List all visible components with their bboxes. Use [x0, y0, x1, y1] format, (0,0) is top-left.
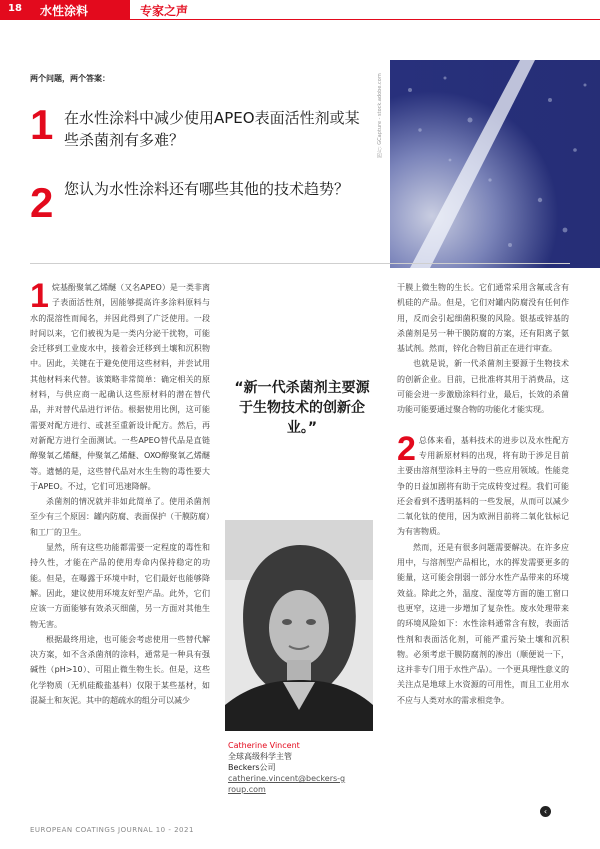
author-email-link[interactable]: catherine.vincent@beckers-group.com [228, 774, 346, 794]
question-2-number: 2 [30, 179, 54, 226]
paragraph-8: 然而，还是有很多问题需要解决。在许多应用中，与溶剂型产品相比，水的挥发需要更多的能量，这可能会削弱一部分水性产品带来的环境效益。除此之外，温度、湿度等方面的施工窗口也更窄，这进一步增加了复杂性。废水处理带来的环境风险如下：水性涂料通常含有胺，表面活性剂和表面活化剂，可能严重污染土壤和沉积物。必须考虑干膜防腐剂的渗出（顺便说一下，这并非专门用于水性产品）。一个更具理性意义的关注点是地球上水资源的可用性，而且工业用水不应与人类对水的需求相竞争。 [397, 542, 569, 705]
author-name: Catherine Vincent [228, 741, 300, 750]
paragraph-6: 也就是说，新一代杀菌剂主要源于生物技术的创新企业。目前，已批准将其用于消费品，这可能会进一步激励涂料行业，最后，长效的杀菌功能可能要通过聚合物的功能化才能实现。 [397, 359, 569, 415]
drop-cap-1: 1 [30, 277, 49, 315]
header-rule [130, 19, 600, 20]
author-title: 全球高级科学主管 [228, 752, 292, 761]
end-arrow-icon: ‹ [540, 806, 551, 817]
paragraph-5: 干膜上微生物的生长。它们通常采用含氟或含有机硅的产品。但是，它们对罐内防腐没有任何作用，反而会引起细菌积聚的风险。银基或锌基的杀菌剂是另一种干膜防腐的方案，还有阳离子氨基试剂。然而，锌化合物目前正在进行审查。 [397, 283, 569, 354]
paragraph-1-text: 烷基酚聚氧乙烯醚（又名APEO）是一类非离子表面活性剂，因能够提高许多涂料原料与水的混溶性而闻名，并因此得到了广泛使用。一段时间以来，它们被视为是一类内分泌干扰物，可能会迁移到工业废水中，接着会迁移到土壤和沉积物中。因此，关键在于避免使用这些材料，并尝试用其他材料来代替。该策略非常简单：确定相关的原材料，与供应商一起确认这些原材料的潜在替代品，并对替代品进行评估。根据使用比例，这可能需要对配方进行、或甚至重新设计配方。然后，再对新配方进行全面测试。一些APEO替代品是直链醇聚氧乙烯醚，仲聚氧乙烯醚、OXO醇聚氧乙烯醚等。遗憾的是，这些替代品对水生生物的毒性要大于APEO。不过，它们可迅速降解。 [30, 283, 210, 491]
author-company: Beckers公司 [228, 763, 276, 772]
question-2-text: 您认为水性涂料还有哪些其他的技术趋势？ [64, 180, 350, 198]
paragraph-4: 根据最终用途，也可能会考虑使用一些替代解决方案，如不含杀菌剂的涂料，通常是一种具有强碱性（pH>10）、可阻止微生物生长。但是，这些化学物质（无机硅酸盐基料）仅限于某些基材，如混凝土和灰泥。其中的超疏水的组分可以减少 [30, 634, 210, 706]
question-1-text: 在水性涂料中减少使用APEO表面活性剂或某些杀菌剂有多难？ [64, 109, 360, 149]
section-divider [30, 263, 570, 264]
paragraph-2: 杀菌剂的情况就并非如此简单了。使用杀菌剂至少有三个原因：罐内防腐、表面保护（干膜防腐）和工厂的卫生。 [30, 497, 210, 537]
photo-credit: 图片: GCapture - stock.adobe.com [377, 73, 383, 158]
author-bio [228, 740, 348, 795]
question-1-number: 1 [30, 101, 54, 148]
paragraph-1 [30, 277, 210, 494]
journal-footer: EUROPEAN COATINGS JOURNAL 10 - 2021 [30, 826, 194, 834]
paragraph-7-text: 总体来看，基料技术的进步以及水性配方专用新原材料的出现，将有助于涉足目前主要由溶剂型涂料主导的一些应用领域。性能竞争的日益加剧将有助于完成转变过程。我们可能还会看到不透明基料的一些发展，从而可以减少二氧化钛的使用，因为欧洲目前将二氧化钛标记为有害物质。 [397, 435, 569, 537]
page-header [0, 0, 600, 20]
article-column-3 [397, 280, 569, 708]
drop-cap-2: 2 [397, 429, 416, 468]
article-column-1 [30, 277, 210, 708]
author-portrait [225, 520, 373, 731]
paragraph-7 [397, 429, 569, 540]
water-droplets-photo [390, 60, 600, 268]
section-title: 水性涂料 [40, 4, 89, 18]
rubric-title: 专家之声 [140, 4, 189, 18]
pull-quote: “新一代杀菌剂主要源于生物技术的创新企业。” [234, 380, 370, 436]
page-number: 18 [8, 3, 22, 14]
intro-label: 两个问题，两个答案： [30, 74, 110, 83]
paragraph-3: 显然，所有这些功能都需要一定程度的毒性和持久性，才能在产品的使用寿命内保持稳定的功能。但是，在曝露于环境中时，它们最好也能够降解。因此，建议使用环境友好型产品。此外，它们应该一方面能够有效杀灭细菌，另一方面对其他生物无害。 [30, 543, 210, 629]
